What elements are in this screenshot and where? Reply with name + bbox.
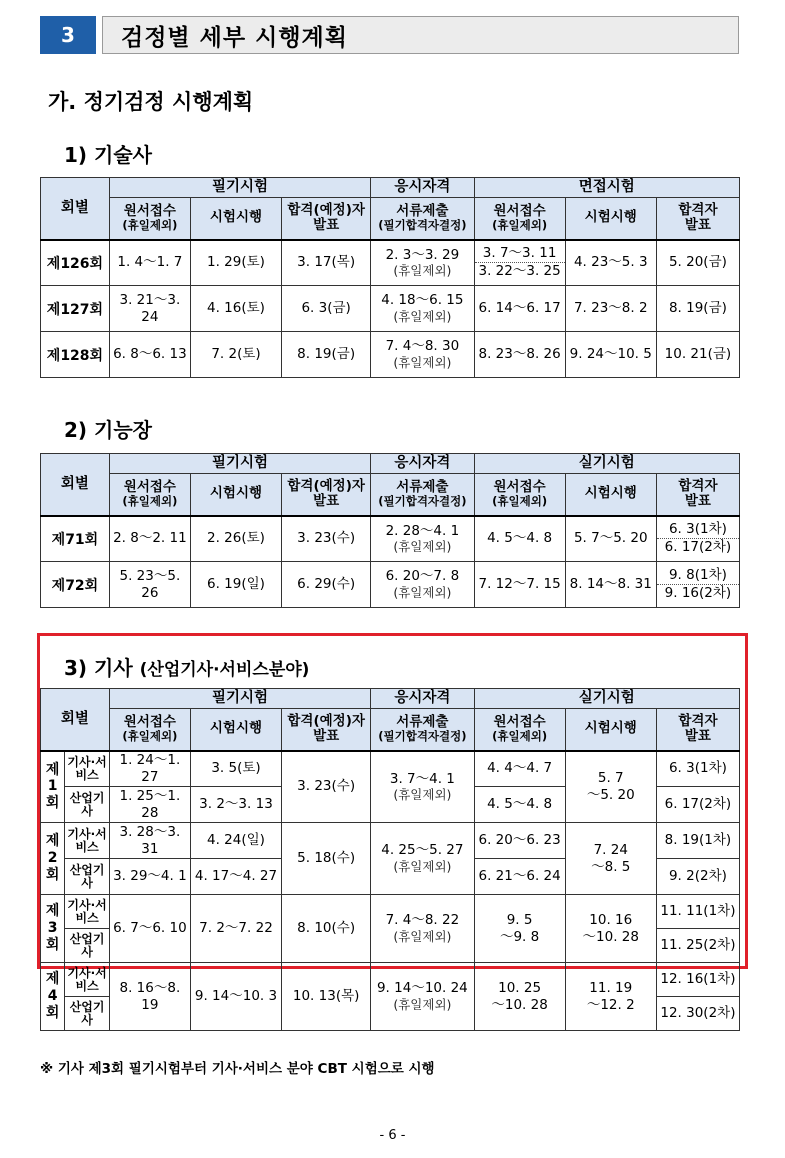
header-written: 필기시험	[109, 454, 370, 474]
header-exam: 시험시행	[190, 474, 281, 516]
docs-period	[371, 895, 474, 963]
written-exam: 7. 2(토)	[190, 332, 281, 378]
holiday-note: (휴일제외)	[393, 997, 452, 1013]
practical-pass: 12. 16(1차)	[656, 963, 739, 997]
table-master-craftsman	[40, 453, 740, 608]
docs-period-value: 4. 25～5. 27	[381, 842, 464, 859]
second-pass	[656, 516, 739, 562]
second-pass	[656, 562, 739, 608]
docs-period	[371, 516, 474, 562]
holiday-note: (휴일제외)	[393, 859, 452, 875]
category-label: 기사·서비스	[65, 895, 110, 929]
written-exam: 3. 2～3. 13	[190, 787, 281, 823]
header-exam: 시험시행	[565, 474, 656, 516]
docs-period-value: 6. 20～7. 8	[385, 568, 460, 585]
holiday-note: (휴일제외)	[393, 309, 452, 325]
docs-period	[371, 823, 474, 895]
second-pass-line: 6. 17(2차)	[657, 538, 739, 556]
practical-exam: 10. 16 ～10. 28	[565, 895, 656, 963]
header-apply: 원서접수 (휴일제외)	[474, 474, 565, 516]
header-docs: 서류제출 (필기합격자결정)	[371, 198, 474, 240]
written-apply: 3. 28～3. 31	[109, 823, 190, 859]
holiday-note: (휴일제외)	[393, 787, 452, 803]
written-exam: 4. 17～4. 27	[190, 859, 281, 895]
written-pass: 8. 10(수)	[282, 895, 371, 963]
second-apply: 6. 14～6. 17	[474, 286, 565, 332]
header-eligibility: 응시자격	[371, 689, 474, 709]
header-practical: 실기시험	[474, 689, 739, 709]
docs-period-value: 2. 28～4. 1	[385, 522, 460, 539]
written-apply: 1. 4～1. 7	[109, 240, 190, 286]
table2-title: 2) 기능장	[64, 418, 152, 442]
header-apply: 원서접수 (휴일제외)	[109, 474, 190, 516]
header-pass: 합격(예정)자 발표	[282, 709, 371, 751]
footnote: ※ 기사 제3회 필기시험부터 기사·서비스 분야 CBT 시험으로 시행	[40, 1061, 435, 1077]
category-label: 산업기사	[65, 859, 110, 895]
docs-period-value: 9. 14～10. 24	[376, 980, 468, 997]
written-exam: 9. 14～10. 3	[190, 963, 281, 1031]
docs-period-value: 3. 7～4. 1	[389, 770, 455, 787]
table-row	[41, 286, 740, 332]
holiday-note: (휴일제외)	[393, 539, 452, 555]
written-apply: 8. 16～8. 19	[109, 963, 190, 1031]
header-written: 필기시험	[109, 178, 370, 198]
practical-apply: 9. 5 ～9. 8	[474, 895, 565, 963]
header-docs: 서류제출 (필기합격자결정)	[371, 709, 474, 751]
table-row	[41, 562, 740, 608]
header-passer: 합격자 발표	[656, 198, 739, 240]
page-number: - 6 -	[379, 1128, 406, 1143]
header-apply: 원서접수 (휴일제외)	[109, 198, 190, 240]
table-row	[41, 751, 740, 787]
header-pass: 합격(예정)자 발표	[282, 474, 371, 516]
header-pass: 합격(예정)자 발표	[282, 198, 371, 240]
round-label: 제127회	[41, 286, 110, 332]
practical-pass: 6. 3(1차)	[656, 751, 739, 787]
header-apply: 원서접수 (휴일제외)	[109, 709, 190, 751]
written-exam: 1. 29(토)	[190, 240, 281, 286]
docs-period	[371, 332, 474, 378]
header-round: 회별	[41, 178, 110, 240]
category-label: 산업기사	[65, 787, 110, 823]
chapter-header	[40, 16, 739, 54]
header-round: 회별	[41, 689, 110, 751]
written-exam: 2. 26(토)	[190, 516, 281, 562]
table-engineer-professional	[40, 177, 740, 378]
header-exam: 시험시행	[565, 198, 656, 240]
written-pass: 10. 13(목)	[282, 963, 371, 1031]
written-pass: 5. 18(수)	[282, 823, 371, 895]
second-apply: 8. 23～8. 26	[474, 332, 565, 378]
round-label: 제72회	[41, 562, 110, 608]
header-apply: 원서접수 (휴일제외)	[474, 198, 565, 240]
written-pass: 3. 23(수)	[282, 751, 371, 823]
table-row	[41, 332, 740, 378]
round-label: 제 3 회	[41, 895, 65, 963]
written-apply: 3. 29～4. 1	[109, 859, 190, 895]
docs-period-value: 4. 18～6. 15	[381, 292, 464, 309]
category-label: 산업기사	[65, 997, 110, 1031]
round-label: 제71회	[41, 516, 110, 562]
table-row	[41, 823, 740, 859]
second-apply: 4. 5～4. 8	[474, 516, 565, 562]
second-pass-line: 6. 3(1차)	[668, 521, 727, 538]
written-apply: 6. 8～6. 13	[109, 332, 190, 378]
practical-exam: 7. 24 ～8. 5	[565, 823, 656, 895]
chapter-number: 3	[40, 16, 96, 54]
table-row	[41, 963, 740, 997]
holiday-note: (휴일제외)	[393, 355, 452, 371]
practical-apply: 4. 4～4. 7	[474, 751, 565, 787]
header-passer: 합격자 발표	[656, 474, 739, 516]
second-apply: 7. 12～7. 15	[474, 562, 565, 608]
round-label: 제 1 회	[41, 751, 65, 823]
table3-title: 3) 기사 (산업기사·서비스분야)	[64, 656, 310, 680]
holiday-note: (휴일제외)	[393, 929, 452, 945]
header-eligibility: 응시자격	[371, 454, 474, 474]
written-exam: 6. 19(일)	[190, 562, 281, 608]
written-exam: 4. 24(일)	[190, 823, 281, 859]
category-label: 산업기사	[65, 929, 110, 963]
docs-period	[371, 562, 474, 608]
practical-pass: 6. 17(2차)	[656, 787, 739, 823]
second-pass: 5. 20(금)	[656, 240, 739, 286]
written-apply: 1. 25～1. 28	[109, 787, 190, 823]
round-label: 제128회	[41, 332, 110, 378]
category-label: 기사·서비스	[65, 823, 110, 859]
header-exam: 시험시행	[190, 709, 281, 751]
practical-exam: 11. 19 ～12. 2	[565, 963, 656, 1031]
table-row	[41, 895, 740, 929]
second-exam: 5. 7～5. 20	[565, 516, 656, 562]
header-practical: 실기시험	[474, 454, 739, 474]
second-pass-line: 9. 8(1차)	[668, 567, 727, 584]
header-round: 회별	[41, 454, 110, 516]
practical-pass: 11. 11(1차)	[656, 895, 739, 929]
practical-apply: 10. 25 ～10. 28	[474, 963, 565, 1031]
holiday-note: (휴일제외)	[393, 585, 452, 601]
header-docs: 서류제출 (필기합격자결정)	[371, 474, 474, 516]
header-exam: 시험시행	[565, 709, 656, 751]
chapter-title: 검정별 세부 시행계획	[102, 16, 739, 54]
written-exam: 3. 5(토)	[190, 751, 281, 787]
docs-period-value: 7. 4～8. 30	[385, 338, 460, 355]
second-exam: 4. 23～5. 3	[565, 240, 656, 286]
written-exam: 4. 16(토)	[190, 286, 281, 332]
table-row	[41, 516, 740, 562]
practical-pass: 8. 19(1차)	[656, 823, 739, 859]
practical-apply: 6. 20～6. 23	[474, 823, 565, 859]
written-exam: 7. 2～7. 22	[190, 895, 281, 963]
header-apply: 원서접수 (휴일제외)	[474, 709, 565, 751]
written-pass: 8. 19(금)	[282, 332, 371, 378]
written-apply: 3. 21～3. 24	[109, 286, 190, 332]
docs-period-value: 7. 4～8. 22	[385, 912, 460, 929]
docs-period	[371, 240, 474, 286]
written-pass: 3. 23(수)	[282, 516, 371, 562]
docs-period	[371, 963, 474, 1031]
header-exam: 시험시행	[190, 198, 281, 240]
table-engineer	[40, 688, 740, 1031]
category-label: 기사·서비스	[65, 751, 110, 787]
written-pass: 6. 3(금)	[282, 286, 371, 332]
round-label: 제 4 회	[41, 963, 65, 1031]
round-label: 제126회	[41, 240, 110, 286]
practical-exam: 5. 7 ～5. 20	[565, 751, 656, 823]
second-pass: 8. 19(금)	[656, 286, 739, 332]
round-label: 제 2 회	[41, 823, 65, 895]
second-apply	[474, 240, 565, 286]
second-exam: 7. 23～8. 2	[565, 286, 656, 332]
practical-pass: 11. 25(2차)	[656, 929, 739, 963]
header-interview: 면접시험	[474, 178, 739, 198]
written-apply: 5. 23～5. 26	[109, 562, 190, 608]
docs-period	[371, 751, 474, 823]
second-exam: 9. 24～10. 5	[565, 332, 656, 378]
header-written: 필기시험	[109, 689, 370, 709]
category-label: 기사·서비스	[65, 963, 110, 997]
holiday-note: (휴일제외)	[393, 263, 452, 279]
second-apply-line: 3. 7～3. 11	[482, 245, 557, 262]
written-apply: 1. 24～1. 27	[109, 751, 190, 787]
written-apply: 2. 8～2. 11	[109, 516, 190, 562]
second-pass: 10. 21(금)	[656, 332, 739, 378]
written-pass: 3. 17(목)	[282, 240, 371, 286]
docs-period	[371, 286, 474, 332]
written-pass: 6. 29(수)	[282, 562, 371, 608]
practical-pass: 9. 2(2차)	[656, 859, 739, 895]
practical-apply: 6. 21～6. 24	[474, 859, 565, 895]
second-exam: 8. 14～8. 31	[565, 562, 656, 608]
second-apply-line: 3. 22～3. 25	[475, 262, 565, 280]
section-title: 가. 정기검정 시행계획	[48, 90, 254, 114]
header-eligibility: 응시자격	[371, 178, 474, 198]
practical-apply: 4. 5～4. 8	[474, 787, 565, 823]
practical-pass: 12. 30(2차)	[656, 997, 739, 1031]
written-apply: 6. 7～6. 10	[109, 895, 190, 963]
docs-period-value: 2. 3～3. 29	[385, 246, 460, 263]
second-pass-line: 9. 16(2차)	[657, 584, 739, 602]
table-row	[41, 240, 740, 286]
header-passer: 합격자 발표	[656, 709, 739, 751]
table1-title: 1) 기술사	[64, 143, 152, 167]
